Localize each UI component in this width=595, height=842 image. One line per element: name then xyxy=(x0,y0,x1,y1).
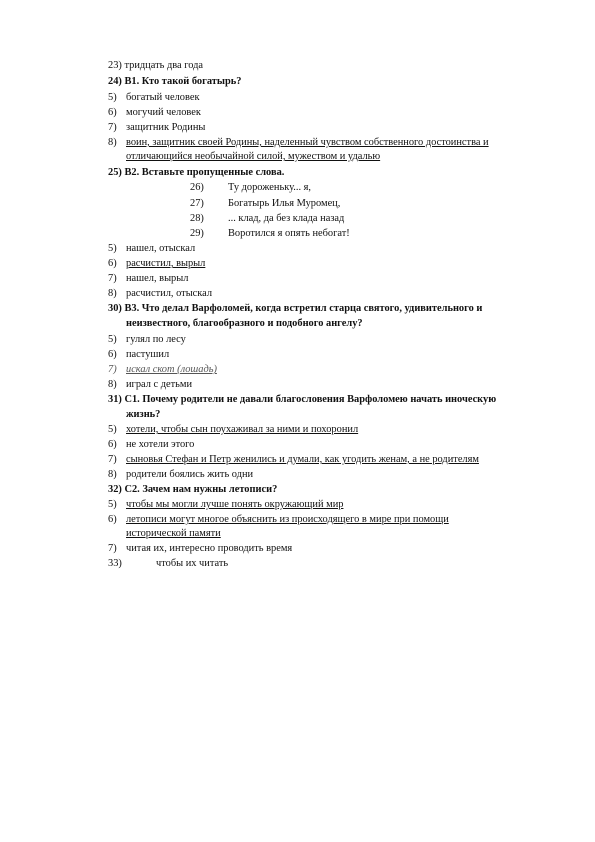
poem-number: 26) xyxy=(190,182,204,193)
option-correct xyxy=(108,257,205,270)
option xyxy=(108,91,200,104)
option-text: родители боялись жить одни xyxy=(126,469,254,480)
option-number: 8) xyxy=(108,288,117,299)
option-text: расчистил, отыскал xyxy=(126,288,213,299)
option-correct xyxy=(108,363,217,376)
option-text: нашел, вырыл xyxy=(126,273,189,284)
option-number: 6) xyxy=(108,349,117,360)
option-number: 5) xyxy=(108,334,117,345)
question-24: 24) В1. Кто такой богатырь? xyxy=(108,76,242,87)
option-continuation: отличающийся необычайной силой, мужеством и удалью xyxy=(126,151,381,162)
question-31-continuation: жизнь? xyxy=(126,409,161,420)
option-text: чтобы мы могли лучше понять окружающий мир xyxy=(126,499,344,510)
option-correct xyxy=(108,453,479,466)
option-correct xyxy=(108,136,489,149)
option xyxy=(108,242,195,255)
option-number: 8) xyxy=(108,137,117,148)
option xyxy=(108,272,188,285)
poem-number: 28) xyxy=(190,213,204,224)
option xyxy=(108,106,201,119)
option xyxy=(108,333,186,346)
option xyxy=(108,287,212,300)
question-30-continuation: неизвестного, благообразного и подобного ангелу? xyxy=(126,318,363,329)
item-number: 23) xyxy=(108,60,122,71)
option-number: 8) xyxy=(108,469,117,480)
item-text: тридцать два года xyxy=(124,60,204,71)
poem-number: 29) xyxy=(190,228,204,239)
option-text: чтобы их читать xyxy=(156,558,229,569)
option-number: 5) xyxy=(108,499,117,510)
question-32: 32) С2. Зачем нам нужны летописи? xyxy=(108,484,278,495)
option-number: 6) xyxy=(108,258,117,269)
poem-text: Ту дороженьку... я, xyxy=(228,182,312,193)
option xyxy=(108,438,194,451)
option-number: 7) xyxy=(108,122,117,133)
question-25: 25) В2. Вставьте пропущенные слова. xyxy=(108,167,285,178)
option xyxy=(108,121,205,134)
poem-line xyxy=(190,181,311,194)
option-text: защитник Родины xyxy=(126,122,206,133)
option-text: играл с детьми xyxy=(126,379,193,390)
option-correct xyxy=(108,513,449,526)
poem-text: ... клад, да без клада назад xyxy=(228,213,345,224)
option-text: не хотели этого xyxy=(126,439,195,450)
question-31: 31) С1. Почему родители не давали благословения Варфоломею начать иноческую xyxy=(108,394,497,405)
option-number: 6) xyxy=(108,514,117,525)
option-text: воин, защитник своей Родины, наделенный чувством собственного достоинства и xyxy=(126,137,489,148)
option-number: 7) xyxy=(108,454,117,465)
option-number: 7) xyxy=(108,273,117,284)
option xyxy=(108,378,192,391)
option-continuation: исторической памяти xyxy=(126,528,221,539)
option xyxy=(108,348,169,361)
option-text: искал скот (лошадь) xyxy=(126,364,217,375)
poem-number: 27) xyxy=(190,198,204,209)
option-number: 5) xyxy=(108,92,117,103)
option-number: 6) xyxy=(108,439,117,450)
answer-line xyxy=(108,59,203,72)
option-number: 7) xyxy=(108,364,117,375)
option-text: могучий человек xyxy=(126,107,201,118)
option-text: гулял по лесу xyxy=(126,334,186,345)
option xyxy=(108,542,292,555)
question-30: 30) В3. Что делал Варфоломей, когда встретил старца святого, удивительного и xyxy=(108,303,483,314)
option-text: летописи могут многое объяснить из происходящего в мире при помощи xyxy=(126,514,449,525)
option-text: пастушил xyxy=(126,349,170,360)
option-text: богатый человек xyxy=(126,92,200,103)
poem-line xyxy=(190,212,344,225)
option-correct xyxy=(108,498,343,511)
option-number: 5) xyxy=(108,424,117,435)
option-correct xyxy=(108,423,358,436)
option-number: 8) xyxy=(108,379,117,390)
option-text: нашел, отыскал xyxy=(126,243,196,254)
option-text: сыновья Стефан и Петр женились и думали, как угодить женам, а не родителям xyxy=(126,454,479,465)
poem-text: Богатырь Илья Муромец, xyxy=(228,198,341,209)
poem-text: Воротился я опять небогат! xyxy=(228,228,350,239)
option xyxy=(108,557,228,570)
option xyxy=(108,468,253,481)
option-number: 5) xyxy=(108,243,117,254)
option-number: 7) xyxy=(108,543,117,554)
option-number: 33) xyxy=(108,558,122,569)
poem-line xyxy=(190,227,350,240)
poem-line xyxy=(190,197,340,210)
option-text: хотели, чтобы сын поухаживал за ними и похоронил xyxy=(126,424,359,435)
option-number: 6) xyxy=(108,107,117,118)
option-text: расчистил, вырыл xyxy=(126,258,206,269)
option-text: читая их, интересно проводить время xyxy=(126,543,293,554)
